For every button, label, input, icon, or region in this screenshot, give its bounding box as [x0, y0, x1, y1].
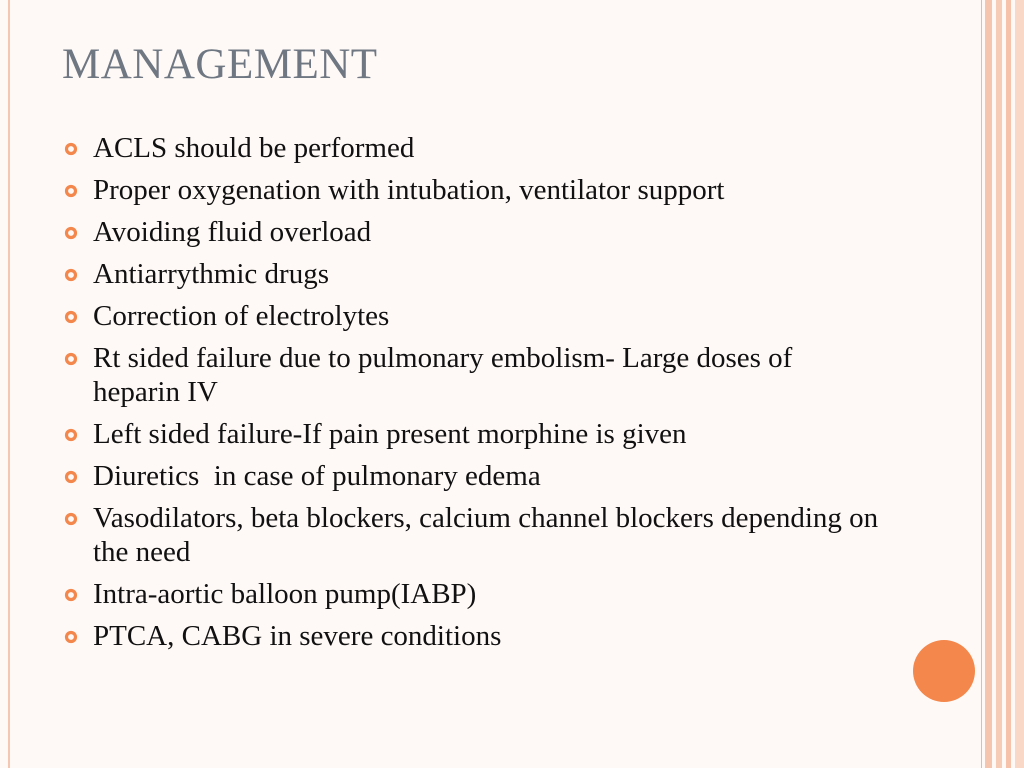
accent-circle — [913, 640, 975, 702]
bullet-list — [64, 131, 884, 661]
bullet-text: Diuretics in case of pulmonary edema — [93, 460, 541, 492]
circle-bullet-icon — [64, 428, 78, 442]
circle-bullet-icon — [64, 268, 78, 282]
circle-bullet-icon — [64, 470, 78, 484]
bullet-item — [64, 215, 884, 249]
left-border-line — [8, 0, 10, 768]
bullet-item — [64, 577, 884, 611]
slide-title: MANAGEMENT — [62, 41, 378, 88]
decorative-stripe — [1015, 0, 1024, 768]
bullet-text: Proper oxygenation with intubation, ventilator support — [93, 174, 725, 206]
bullet-item — [64, 131, 884, 165]
bullet-item — [64, 257, 884, 291]
decorative-stripe — [981, 0, 982, 768]
circle-bullet-icon — [64, 352, 78, 366]
circle-bullet-icon — [64, 142, 78, 156]
bullet-text: ACLS should be performed — [93, 132, 415, 164]
circle-bullet-icon — [64, 310, 78, 324]
circle-bullet-icon — [64, 226, 78, 240]
bullet-item — [64, 341, 884, 409]
bullet-item — [64, 299, 884, 333]
bullet-item — [64, 501, 884, 569]
bullet-text: Rt sided failure due to pulmonary embolism- Large doses of heparin IV — [93, 342, 793, 408]
decorative-stripe — [985, 0, 992, 768]
bullet-text: Antiarrythmic drugs — [93, 258, 329, 290]
bullet-item — [64, 417, 884, 451]
decorative-stripe — [1006, 0, 1011, 768]
circle-bullet-icon — [64, 512, 78, 526]
bullet-item — [64, 459, 884, 493]
bullet-item — [64, 173, 884, 207]
circle-bullet-icon — [64, 630, 78, 644]
bullet-text: Avoiding fluid overload — [93, 216, 372, 248]
bullet-item — [64, 619, 884, 653]
circle-bullet-icon — [64, 184, 78, 198]
bullet-text: Left sided failure-If pain present morphine is given — [93, 418, 687, 450]
bullet-text: Vasodilators, beta blockers, calcium channel blockers depending on the need — [93, 502, 879, 568]
bullet-text: PTCA, CABG in severe conditions — [93, 620, 502, 652]
circle-bullet-icon — [64, 588, 78, 602]
bullet-text: Correction of electrolytes — [93, 300, 390, 332]
decorative-stripe — [996, 0, 1002, 768]
bullet-text: Intra-aortic balloon pump(IABP) — [93, 578, 477, 610]
